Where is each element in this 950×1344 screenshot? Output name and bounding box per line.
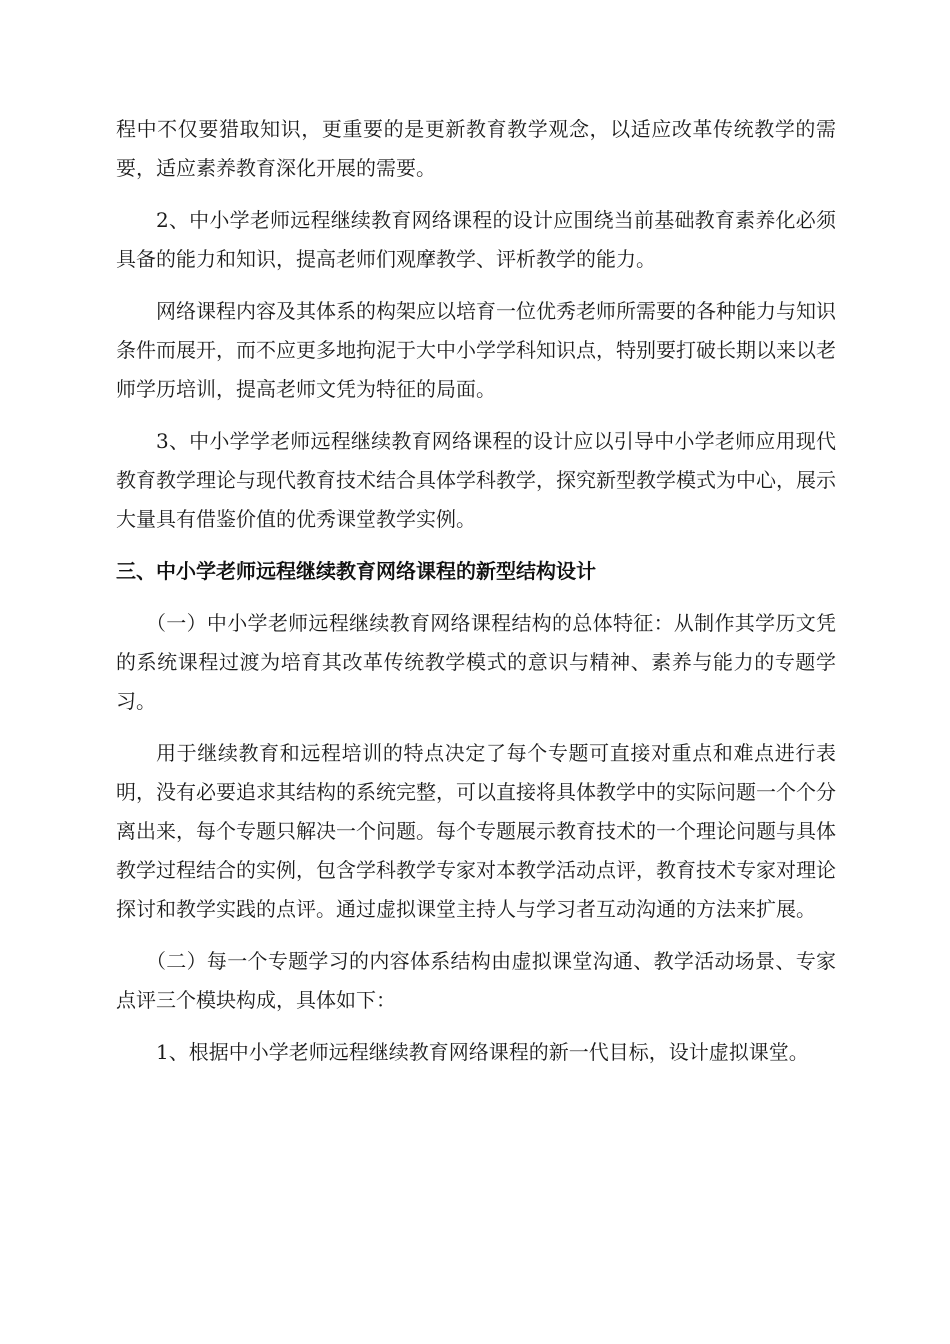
paragraph-item-3: 3、中小学学老师远程继续教育网络课程的设计应以引导中小学老师应用现代教育教学理论与现代教育技术结合具体学科教学，探究新型教学模式为中心，展示大量具有借鉴价值的优秀课堂教学实例。 [116,429,836,531]
paragraph-subsection-2: （二）每一个专题学习的内容体系结构由虚拟课堂沟通、教学活动场景、专家点评三个模块构成，具体如下： [116,949,836,1012]
document-body [116,110,836,1085]
paragraph-continuation: 程中不仅要猎取知识，更重要的是更新教育教学观念，以适应改革传统教学的需要，适应素养教育深化开展的需要。 [116,117,836,180]
paragraph-topic-features: 用于继续教育和远程培训的特点决定了每个专题可直接对重点和难点进行表明，没有必要追求其结构的系统完整，可以直接将具体教学中的实际问题一个个分离出来，每个专题只解决一个问题。每个专题展示教育技术的一个理论问题与具体教学过程结合的实例，包含学科教学专家对本教学活动点评，教育技术专家对理论探讨和教学实践的点评。通过虚拟课堂主持人与学习者互动沟通的方法来扩展。 [116,741,836,921]
paragraph-course-framework: 网络课程内容及其体系的构架应以培育一位优秀老师所需要的各种能力与知识条件而展开，而不应更多地拘泥于大中小学学科知识点，特别要打破长期以来以老师学历培训，提高老师文凭为特征的局面。 [116,299,836,401]
section-heading: 三、中小学老师远程继续教育网络课程的新型结构设计 [116,559,596,583]
paragraph-subsection-1: （一）中小学老师远程继续教育网络课程结构的总体特征：从制作其学历文凭的系统课程过渡为培育其改革传统教学模式的意识与精神、素养与能力的专题学习。 [116,611,836,713]
paragraph-virtual-classroom: 1、根据中小学老师远程继续教育网络课程的新一代目标，设计虚拟课堂。 [156,1040,809,1064]
paragraph-item-2: 2、中小学老师远程继续教育网络课程的设计应围绕当前基础教育素养化必须具备的能力和知识，提高老师们观摩教学、评析教学的能力。 [116,208,836,271]
